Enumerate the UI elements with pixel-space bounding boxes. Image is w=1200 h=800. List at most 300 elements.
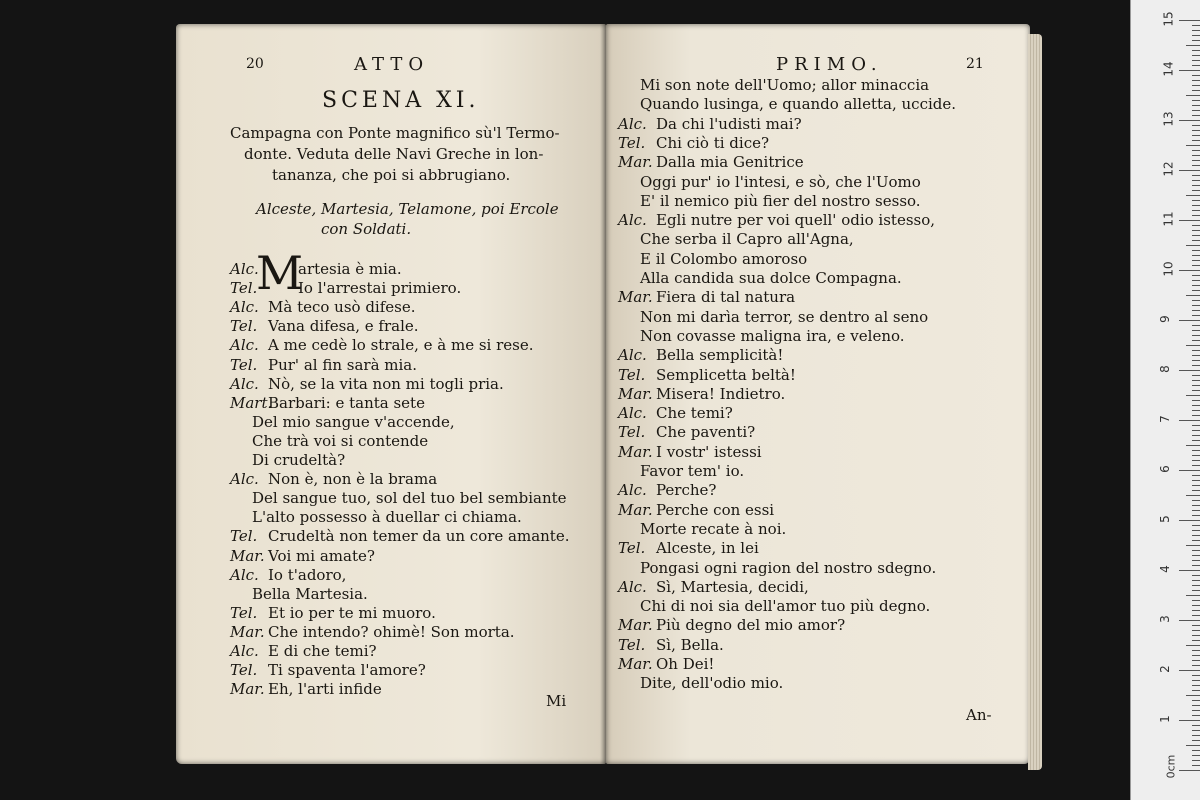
verse-text: Chi ciò ti dice? <box>656 133 770 152</box>
verse-line <box>230 527 569 546</box>
page-number-left: 20 <box>246 56 264 72</box>
speaker-label: Mar. <box>618 442 653 461</box>
ruler-tick <box>1192 415 1200 416</box>
ruler-tick <box>1192 750 1200 751</box>
verse-text: Quando lusinga, e quando alletta, uccide. <box>640 95 957 114</box>
verse-text: A me cedè lo strale, e à me si rese. <box>268 336 534 355</box>
ruler-tick <box>1179 270 1200 271</box>
verse-text: Oggi pur' io l'intesi, e sò, che l'Uomo <box>640 172 921 191</box>
ruler-tick <box>1192 210 1200 211</box>
speaker-label: Alc. <box>618 114 647 133</box>
verse-text: Che intendo? ohimè! Son morta. <box>268 622 515 641</box>
ruler-tick <box>1192 490 1200 491</box>
verse-line <box>640 597 930 616</box>
verse-text: L'alto possesso à duellar ci chiama. <box>252 508 522 527</box>
speaker-label: Mar. <box>618 500 653 519</box>
verse-text: Sì, Bella. <box>656 635 724 654</box>
ruler-tick <box>1179 620 1200 621</box>
verse-line <box>640 269 902 288</box>
verse-text: Da chi l'udisti mai? <box>656 114 802 133</box>
drop-cap: M <box>256 246 304 300</box>
verse-text: Non mi darìa terror, se dentro al seno <box>640 307 929 326</box>
speaker-label: Mar. <box>618 153 653 172</box>
verse-text: I vostr' istessi <box>656 442 762 461</box>
verse-line <box>252 432 428 451</box>
verse-text: Egli nutre per voi quell' odio istesso, <box>656 211 936 230</box>
speaker-label: Alc. <box>618 404 647 423</box>
ruler-tick <box>1192 680 1200 681</box>
ruler-tick <box>1192 550 1200 551</box>
ruler-tick <box>1192 685 1200 686</box>
verse-text: Pur' al fin sarà mia. <box>268 355 418 374</box>
verse-line <box>618 443 762 462</box>
ruler-tick <box>1192 340 1200 341</box>
speaker-label: Alc. <box>230 470 259 489</box>
ruler-tick <box>1192 40 1200 41</box>
ruler-tick <box>1192 110 1200 111</box>
ruler-tick <box>1192 735 1200 736</box>
verse-line <box>640 520 786 539</box>
verse-line <box>230 260 402 279</box>
ruler-tick <box>1192 435 1200 436</box>
ruler-tick <box>1192 605 1200 606</box>
ruler-tick <box>1192 675 1200 676</box>
ruler-tick <box>1192 650 1200 651</box>
measuring-ruler <box>1130 0 1200 800</box>
ruler-tick <box>1179 220 1200 221</box>
ruler-tick <box>1192 710 1200 711</box>
ruler-tick <box>1192 400 1200 401</box>
verse-text: Che temi? <box>656 404 733 423</box>
ruler-tick <box>1192 510 1200 511</box>
verse-text: Perche? <box>656 481 717 500</box>
ruler-tick <box>1192 265 1200 266</box>
verse-line <box>618 288 795 307</box>
verse-text: Favor tem' io. <box>640 462 745 480</box>
ruler-tick <box>1192 450 1200 451</box>
verse-line <box>230 279 461 298</box>
ruler-tick <box>1192 200 1200 201</box>
ruler-tick <box>1192 575 1200 576</box>
verse-text: artesia è mia. <box>298 260 402 278</box>
speaker-label: Alc. <box>618 481 647 500</box>
verse-text: Misera! Indietro. <box>656 384 786 403</box>
ruler-tick <box>1192 155 1200 156</box>
ruler-tick <box>1192 180 1200 181</box>
ruler-number: 7 <box>1157 415 1172 423</box>
ruler-tick <box>1192 375 1200 376</box>
ruler-tick <box>1192 555 1200 556</box>
ruler-tick <box>1192 250 1200 251</box>
verse-text: Non è, non è la brama <box>268 470 438 489</box>
ruler-tick <box>1186 195 1200 196</box>
verse-text: E di che temi? <box>268 642 377 660</box>
verse-text: Vana difesa, e frale. <box>268 317 419 336</box>
ruler-tick <box>1186 295 1200 296</box>
verse-text: Io l'arrestai primiero. <box>298 279 462 298</box>
ruler-tick <box>1192 635 1200 636</box>
ruler-number: 5 <box>1157 515 1172 523</box>
verse-line <box>230 375 504 394</box>
ruler-tick <box>1192 665 1200 666</box>
verse-text: E il Colombo amoroso <box>640 249 808 268</box>
ruler-tick <box>1192 615 1200 616</box>
verse-line <box>640 95 956 114</box>
ruler-tick <box>1192 390 1200 391</box>
speaker-label: Alc. <box>230 336 259 355</box>
verse-text: Pongasi ogni ragion del nostro sdegno. <box>640 558 937 577</box>
ruler-tick <box>1192 425 1200 426</box>
verse-text: Sì, Martesia, decidi, <box>656 577 809 596</box>
ruler-number: 1 <box>1157 715 1172 723</box>
speaker-label: Tel. <box>618 365 646 384</box>
verse-text: Nò, se la vita non mi togli pria. <box>268 374 504 393</box>
verse-line <box>640 462 744 481</box>
verse-text: Semplicetta beltà! <box>656 365 796 384</box>
verse-text: Di crudeltà? <box>252 451 346 469</box>
verse-text: Bella Martesia. <box>252 584 368 603</box>
ruler-tick <box>1192 530 1200 531</box>
ruler-tick <box>1192 440 1200 441</box>
ruler-tick <box>1192 365 1200 366</box>
verse-text: Dalla mia Genitrice <box>656 153 804 172</box>
verse-line <box>252 413 455 432</box>
ruler-number: 3 <box>1157 615 1172 623</box>
ruler-tick <box>1192 380 1200 381</box>
speaker-label: Tel. <box>618 635 646 654</box>
speaker-label: Tel. <box>230 661 258 680</box>
ruler-tick <box>1192 300 1200 301</box>
ruler-tick <box>1179 370 1200 371</box>
ruler-tick <box>1192 160 1200 161</box>
ruler-tick <box>1179 570 1200 571</box>
ruler-tick <box>1192 405 1200 406</box>
ruler-tick <box>1179 70 1200 71</box>
verse-text: Che trà voi si contende <box>252 431 429 450</box>
speaker-label: Tel. <box>618 133 646 152</box>
ruler-tick <box>1179 20 1200 21</box>
ruler-tick <box>1192 660 1200 661</box>
verse-line <box>640 250 807 269</box>
ruler-tick <box>1179 670 1200 671</box>
ruler-tick <box>1192 185 1200 186</box>
ruler-tick <box>1192 690 1200 691</box>
ruler-tick <box>1179 470 1200 471</box>
verse-line <box>230 604 436 623</box>
ruler-tick <box>1192 505 1200 506</box>
verse-line <box>640 327 905 346</box>
verse-text: Più degno del mio amor? <box>656 616 846 635</box>
running-head-right: PRIMO. <box>776 54 883 75</box>
verse-text: Morte recate à noi. <box>640 519 787 538</box>
ruler-tick <box>1192 410 1200 411</box>
ruler-number: 14 <box>1161 61 1176 77</box>
right-page <box>606 24 1030 764</box>
ruler-tick <box>1192 360 1200 361</box>
verse-text: Che serba il Capro all'Agna, <box>640 230 854 249</box>
verse-line <box>618 655 714 674</box>
ruler-tick <box>1192 60 1200 61</box>
ruler-tick <box>1179 320 1200 321</box>
speaker-label: Tel. <box>230 355 258 374</box>
ruler-tick <box>1192 105 1200 106</box>
page-number-right: 21 <box>966 56 984 72</box>
ruler-tick <box>1192 240 1200 241</box>
verse-line <box>640 559 936 578</box>
ruler-tick <box>1192 290 1200 291</box>
ruler-tick <box>1186 495 1200 496</box>
ruler-tick <box>1192 285 1200 286</box>
ruler-tick <box>1192 535 1200 536</box>
ruler-tick <box>1192 310 1200 311</box>
ruler-tick <box>1192 590 1200 591</box>
ruler-tick <box>1192 350 1200 351</box>
ruler-number: 8 <box>1157 365 1172 373</box>
ruler-tick <box>1186 745 1200 746</box>
verse-line <box>230 680 382 699</box>
speaker-label: Tel. <box>618 423 646 442</box>
speaker-label: Alc. <box>230 298 259 317</box>
speaker-label: Mar. <box>230 680 265 699</box>
speaker-label: Alc. <box>230 642 259 660</box>
ruler-tick <box>1192 335 1200 336</box>
ruler-tick <box>1192 85 1200 86</box>
ruler-tick <box>1192 565 1200 566</box>
ruler-tick <box>1192 315 1200 316</box>
ruler-tick <box>1192 700 1200 701</box>
ruler-tick <box>1186 45 1200 46</box>
ruler-tick <box>1179 520 1200 521</box>
ruler-tick <box>1192 165 1200 166</box>
ruler-tick <box>1192 55 1200 56</box>
verse-line <box>640 308 928 327</box>
ruler-tick <box>1192 560 1200 561</box>
verse-line <box>230 470 437 489</box>
verse-line <box>230 547 375 566</box>
ruler-number: 6 <box>1157 465 1172 473</box>
verse-line <box>618 481 716 500</box>
ruler-tick <box>1192 65 1200 66</box>
speaker-label: Alc. <box>230 374 259 393</box>
ruler-tick <box>1192 385 1200 386</box>
verse-line <box>618 404 733 423</box>
ruler-tick <box>1192 525 1200 526</box>
ruler-tick <box>1192 25 1200 26</box>
ruler-tick <box>1192 765 1200 766</box>
ruler-tick <box>1192 705 1200 706</box>
verse-text: Oh Dei! <box>656 655 715 673</box>
verse-text: Crudeltà non temer da un core amante. <box>268 527 570 546</box>
verse-line <box>640 173 921 192</box>
verse-line <box>618 578 809 597</box>
ruler-tick <box>1186 95 1200 96</box>
verse-line <box>618 346 783 365</box>
ruler-unit: 0cm <box>1164 754 1178 779</box>
ruler-tick <box>1192 140 1200 141</box>
verse-text: Io t'adoro, <box>268 565 347 584</box>
ruler-tick <box>1186 445 1200 446</box>
verse-line <box>640 76 929 95</box>
setting-line: tananza, che poi si abbrugiano. <box>272 166 511 184</box>
ruler-tick <box>1192 330 1200 331</box>
scene-title: SCENA XI. <box>322 88 480 113</box>
verse-text: Bella semplicità! <box>656 346 784 365</box>
ruler-tick <box>1179 770 1200 771</box>
speaker-label: Alc. <box>618 577 647 596</box>
running-head-left: ATTO <box>354 54 430 75</box>
ruler-number: 15 <box>1161 11 1176 27</box>
ruler-tick <box>1179 170 1200 171</box>
verse-line <box>618 153 804 172</box>
verse-line <box>252 508 522 527</box>
ruler-tick <box>1192 225 1200 226</box>
verse-line <box>230 661 426 680</box>
ruler-tick <box>1192 480 1200 481</box>
verse-text: Barbari: e tanta sete <box>268 393 425 412</box>
ruler-number: 13 <box>1161 111 1176 127</box>
speaker-label: Mar. <box>230 622 265 641</box>
ruler-tick <box>1192 90 1200 91</box>
ruler-tick <box>1192 75 1200 76</box>
ruler-tick <box>1192 115 1200 116</box>
ruler-tick <box>1192 730 1200 731</box>
ruler-tick <box>1192 760 1200 761</box>
ruler-tick <box>1192 135 1200 136</box>
speaker-label: Tel. <box>230 279 258 298</box>
speaker-label: Mar. <box>618 384 653 403</box>
ruler-tick <box>1186 245 1200 246</box>
ruler-tick <box>1192 175 1200 176</box>
ruler-tick <box>1192 540 1200 541</box>
ruler-tick <box>1186 395 1200 396</box>
speaker-label: Alc. <box>618 211 647 230</box>
ruler-tick <box>1192 755 1200 756</box>
ruler-tick <box>1192 50 1200 51</box>
ruler-tick <box>1192 655 1200 656</box>
ruler-tick <box>1192 205 1200 206</box>
setting-line: Campagna con Ponte magnifico sù'l Termo- <box>230 124 560 142</box>
ruler-tick <box>1186 695 1200 696</box>
verse-line <box>230 566 346 585</box>
ruler-tick <box>1192 485 1200 486</box>
verse-text: Ti spaventa l'amore? <box>268 661 426 680</box>
verse-line <box>618 423 755 442</box>
ruler-tick <box>1192 280 1200 281</box>
ruler-tick <box>1192 640 1200 641</box>
characters-line: con Soldati. <box>321 220 412 238</box>
ruler-tick <box>1192 355 1200 356</box>
verse-text: Voi mi amate? <box>268 546 375 565</box>
ruler-tick <box>1192 430 1200 431</box>
verse-text: Fiera di tal natura <box>656 288 796 307</box>
verse-text: Del mio sangue v'accende, <box>252 412 455 431</box>
ruler-tick <box>1192 215 1200 216</box>
ruler-tick <box>1192 80 1200 81</box>
speaker-label: Mart. <box>230 393 273 412</box>
ruler-tick <box>1179 120 1200 121</box>
verse-line <box>640 674 783 693</box>
speaker-label: Mar. <box>230 546 265 565</box>
ruler-tick <box>1192 455 1200 456</box>
ruler-tick <box>1186 595 1200 596</box>
ruler-tick <box>1186 345 1200 346</box>
ruler-tick <box>1192 585 1200 586</box>
verse-line <box>640 230 854 249</box>
speaker-label: Mar. <box>618 616 653 635</box>
speaker-label: Tel. <box>618 539 646 558</box>
speaker-label: Tel. <box>230 317 258 336</box>
ruler-tick <box>1192 475 1200 476</box>
ruler-number: 11 <box>1161 211 1176 227</box>
ruler-tick <box>1192 125 1200 126</box>
verse-line <box>230 394 425 413</box>
verse-text: E' il nemico più fier del nostro sesso. <box>640 191 921 210</box>
verse-text: Del sangue tuo, sol del tuo bel sembiante <box>252 489 567 508</box>
speaker-label: Alc. <box>618 346 647 365</box>
ruler-tick <box>1192 625 1200 626</box>
verse-line <box>252 489 567 508</box>
verse-line <box>252 585 368 604</box>
verse-text: Alceste, in lei <box>656 539 759 558</box>
ruler-tick <box>1192 255 1200 256</box>
verse-text: Che paventi? <box>656 423 756 442</box>
ruler-tick <box>1186 145 1200 146</box>
verse-text: Perche con essi <box>656 500 775 519</box>
verse-line <box>618 115 802 134</box>
verse-line <box>230 317 419 336</box>
verse-text: Et io per te mi muoro. <box>268 603 436 622</box>
speaker-label: Alc. <box>230 565 259 584</box>
ruler-tick <box>1192 515 1200 516</box>
ruler-tick <box>1179 720 1200 721</box>
ruler-number: 10 <box>1161 261 1176 277</box>
ruler-tick <box>1186 545 1200 546</box>
characters-line: Alceste, Martesia, Telamone, poi Ercole <box>256 200 559 218</box>
ruler-tick <box>1192 130 1200 131</box>
ruler-tick <box>1192 715 1200 716</box>
verse-line <box>230 642 377 661</box>
ruler-tick <box>1192 260 1200 261</box>
ruler-tick <box>1192 500 1200 501</box>
speaker-label: Tel. <box>230 603 258 622</box>
ruler-tick <box>1192 600 1200 601</box>
catchword-right: An- <box>966 706 992 724</box>
ruler-tick <box>1192 725 1200 726</box>
open-book <box>176 24 1046 772</box>
speaker-label: Mar. <box>618 288 653 307</box>
ruler-tick <box>1192 325 1200 326</box>
verse-line <box>618 385 785 404</box>
verse-text: Dite, dell'odio mio. <box>640 674 784 693</box>
verse-line <box>618 636 724 655</box>
ruler-tick <box>1192 465 1200 466</box>
verse-text: Alla candida sua dolce Compagna. <box>640 269 902 287</box>
ruler-tick <box>1192 150 1200 151</box>
speaker-label: Mar. <box>618 655 653 673</box>
ruler-tick <box>1179 420 1200 421</box>
verse-line <box>230 623 515 642</box>
verse-line <box>618 211 935 230</box>
verse-text: Eh, l'arti infide <box>268 680 382 699</box>
speaker-label: Tel. <box>230 527 258 546</box>
verse-line <box>230 298 416 317</box>
setting-line: donte. Veduta delle Navi Greche in lon- <box>244 145 544 163</box>
verse-line <box>252 451 345 470</box>
ruler-tick <box>1186 645 1200 646</box>
verse-line <box>230 336 534 355</box>
ruler-tick <box>1192 460 1200 461</box>
ruler-number: 2 <box>1157 665 1172 673</box>
